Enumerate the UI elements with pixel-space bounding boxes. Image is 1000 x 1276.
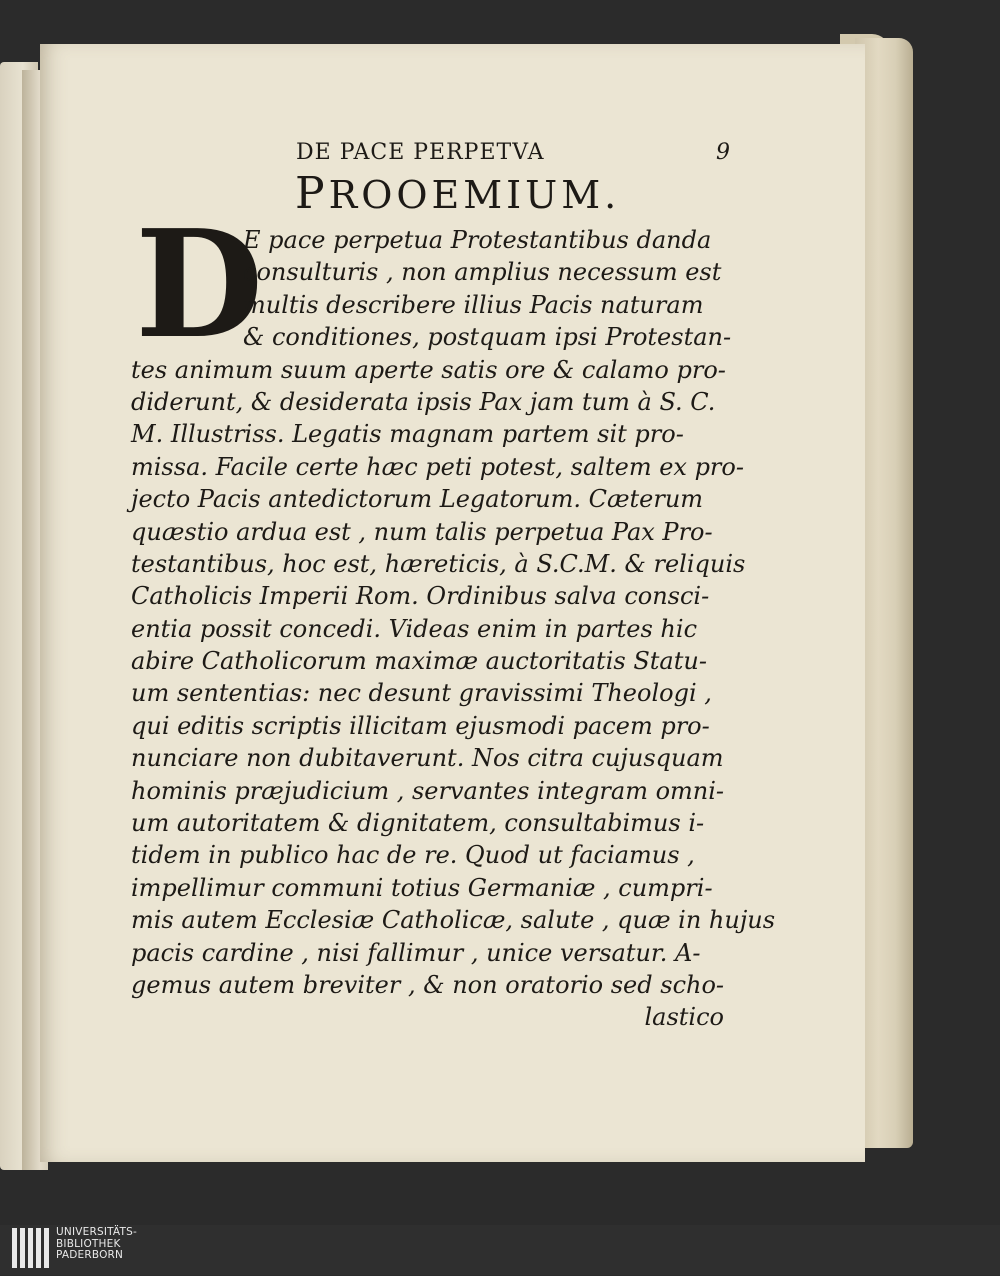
catchword: lastico	[644, 1003, 724, 1032]
text-line: entia possit concedi. Videas enim in partes hic	[131, 614, 698, 643]
library-logo-icon	[10, 1226, 52, 1272]
text-line: quæstio ardua est , num talis perpetua Pax Pro-	[131, 517, 713, 546]
text-line: diderunt, & desiderata ipsis Pax jam tum à S. C.	[131, 387, 716, 416]
running-head: DE PACE PERPETVA	[296, 140, 545, 165]
library-name-line3: PADERBORN	[56, 1249, 124, 1261]
page-number: 9	[716, 140, 730, 165]
text-line: abire Catholicorum maximæ auctoritatis Statu-	[131, 647, 707, 676]
text-line: testantibus, hoc est, hæreticis, à S.C.M. & reliquis	[131, 549, 746, 578]
text-line: Catholicis Imperii Rom. Ordinibus salva consci-	[131, 582, 710, 611]
text-line: jecto Pacis antedictorum Legatorum. Cæterum	[131, 485, 704, 514]
text-line: impellimur communi totius Germaniæ , cumpri-	[131, 873, 713, 902]
text-line: gemus autem breviter , & non oratorio sed scho-	[131, 970, 725, 999]
text-line: missa. Facile certe hæc peti potest, saltem ex pro-	[131, 452, 744, 481]
text-line: nunciare non dubitaverunt. Nos citra cujusquam	[131, 744, 724, 773]
text-line: multis describere illius Pacis naturam	[243, 290, 704, 319]
text-line: tidem in publico hac de re. Quod ut faciamus ,	[131, 841, 695, 870]
body-text	[131, 224, 776, 1034]
text-line: um sententias: nec desunt gravissimi Theologi ,	[131, 679, 712, 708]
text-line: consulturis , non amplius necessum est	[243, 258, 722, 287]
text-line: & conditiones, postquam ipsi Protestan-	[243, 323, 732, 352]
text-line: E pace perpetua Protestantibus danda	[243, 226, 712, 254]
footer-band	[0, 1225, 1000, 1275]
text-line: M. Illustriss. Legatis magnam partem sit pro-	[131, 420, 684, 449]
text-line: pacis cardine , nisi fallimur , unice versatur. A-	[131, 938, 701, 967]
text-line: tes animum suum aperte satis ore & calamo pro-	[131, 355, 726, 384]
section-title	[295, 168, 620, 219]
text-line: hominis præjudicium , servantes integram omni-	[131, 776, 725, 805]
section-title-rest: ROOEMIUM.	[328, 173, 621, 217]
section-title-initial: P	[295, 168, 329, 219]
text-line: mis autem Ecclesiæ Catholicæ, salute , quæ in hujus	[131, 906, 776, 935]
library-name	[56, 1227, 137, 1262]
text-line: qui editis scriptis illicitam ejusmodi pacem pro-	[131, 711, 710, 740]
drop-cap-letter: D	[135, 197, 264, 371]
library-name-line1: UNIVERSITÄTS-	[56, 1226, 137, 1238]
library-logo	[10, 1226, 52, 1272]
library-name-line2: BIBLIOTHEK	[56, 1237, 121, 1250]
text-line: um autoritatem & dignitatem, consultabimus i-	[131, 809, 705, 838]
